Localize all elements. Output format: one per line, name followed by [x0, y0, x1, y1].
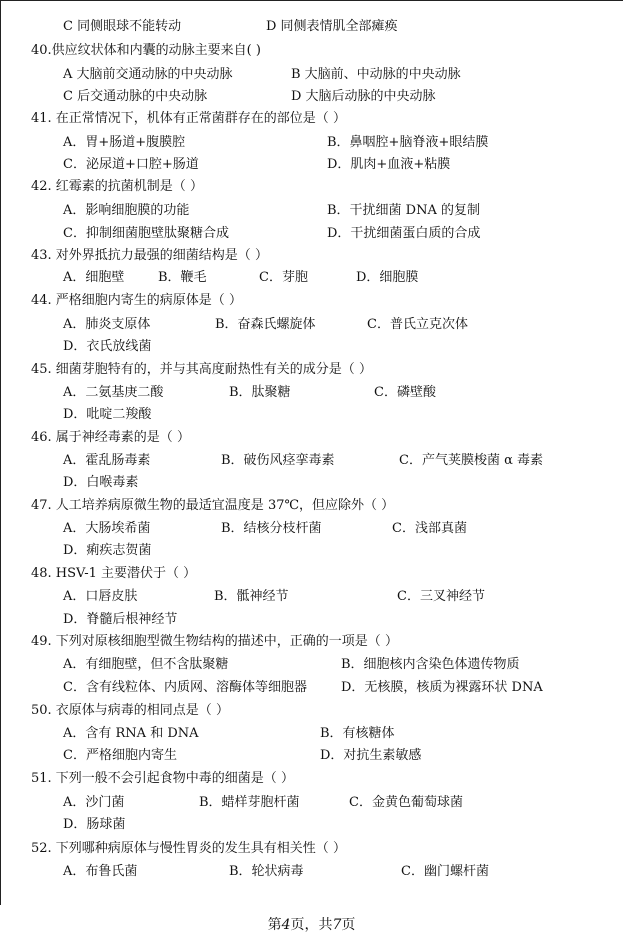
- question-45-option-b: B．肽聚糖: [229, 385, 291, 400]
- question-46-option-b: B．破伤风痉挛毒素: [221, 453, 335, 468]
- question-41-stem: 41. 在正常情况下，机体有正常菌群存在的部位是（ ）: [31, 111, 346, 126]
- question-40-stem: 40.供应纹状体和内囊的动脉主要来自( ): [31, 43, 261, 58]
- question-48-stem: 48. HSV-1 主要潜伏于（ ）: [31, 566, 197, 581]
- question-45-option-c: C．磷壁酸: [374, 385, 436, 400]
- question-51-option-d: D．肠球菌: [63, 817, 126, 832]
- question-43-option-d: D．细胞膜: [356, 270, 419, 285]
- question-42-option-d: D．干扰细菌蛋白质的合成: [327, 226, 481, 241]
- question-48-option-c: C．三叉神经节: [397, 589, 485, 604]
- question-41-option-c: C．泌尿道+口腔+肠道: [63, 157, 199, 172]
- question-44-option-d: D．衣氏放线菌: [63, 339, 152, 354]
- question-41-option-b: B．鼻咽腔+脑脊液+眼结膜: [327, 135, 489, 150]
- question-42-option-a: A．影响细胞膜的功能: [63, 203, 190, 218]
- question-40-option-b: B 大脑前、中动脉的中央动脉: [291, 67, 461, 82]
- question-50-stem: 50. 衣原体与病毒的相同点是（ ）: [31, 703, 229, 718]
- page-footer: [0, 915, 623, 935]
- question-50-option-a: A．含有 RNA 和 DNA: [63, 726, 199, 741]
- question-51-stem: 51. 下列一般不会引起食物中毒的细菌是（ ）: [31, 771, 294, 786]
- question-40-option-d: D 大脑后动脉的中央动脉: [291, 89, 436, 104]
- question-44-stem: 44. 严格细胞内寄生的病原体是（ ）: [31, 293, 242, 308]
- question-50-option-c: C．严格细胞内寄生: [63, 748, 177, 763]
- question-47-option-b: B．结核分枝杆菌: [221, 521, 322, 536]
- footer-prefix: 第: [267, 917, 282, 933]
- question-44-option-b: B．奋森氏螺旋体: [215, 317, 316, 332]
- question-42-option-b: B．干扰细菌 DNA 的复制: [327, 203, 481, 218]
- page-number: 4: [281, 917, 291, 933]
- question-50-option-b: B．有核糖体: [320, 726, 395, 741]
- question-48-option-d: D．脊髓后根神经节: [63, 612, 178, 627]
- question-44-option-a: A．肺炎支原体: [63, 317, 151, 332]
- question-46-stem: 46. 属于神经毒素的是（ ）: [31, 430, 190, 445]
- question-45-option-d: D．吡啶二羧酸: [63, 407, 152, 422]
- question-43-option-c: C．芽胞: [259, 270, 308, 285]
- question-52-stem: 52. 下列哪种病原体与慢性胃炎的发生具有相关性（ ）: [31, 841, 346, 856]
- question-47-stem: 47. 人工培养病原微生物的最适宜温度是 37℃，但应除外（ ）: [31, 498, 395, 513]
- question-49-option-c: C．含有线粒体、内质网、溶酶体等细胞器: [63, 680, 307, 695]
- question-49-option-d: D．无核膜，核质为裸露环状 DNA: [341, 680, 543, 695]
- question-52-option-a: A．布鲁氏菌: [63, 864, 138, 879]
- question-43-stem: 43. 对外界抵抗力最强的细菌结构是（ ）: [31, 248, 268, 263]
- total-pages: 7: [332, 917, 342, 933]
- question-48-option-a: A．口唇皮肤: [63, 589, 138, 604]
- question-51-option-b: B．蜡样芽胞杆菌: [199, 795, 300, 810]
- question-52-option-b: B．轮状病毒: [229, 864, 304, 879]
- question-45-stem: 45. 细菌芽胞特有的，并与其高度耐热性有关的成分是（ ）: [31, 362, 372, 377]
- question-51-option-c: C．金黄色葡萄球菌: [349, 795, 463, 810]
- option-c: C 同侧眼球不能转动: [63, 19, 182, 34]
- question-41-option-a: A．胃+肠道+腹膜腔: [63, 135, 186, 150]
- question-41-option-d: D．肌肉+血液+粘膜: [327, 157, 451, 172]
- footer-middle: 页，共: [290, 917, 333, 933]
- question-43-option-a: A．细胞壁: [63, 270, 125, 285]
- option-d: D 同侧表情肌全部瘫痪: [266, 19, 398, 34]
- question-46-option-d: D．白喉毒素: [63, 475, 139, 490]
- footer-suffix: 页: [341, 917, 356, 933]
- question-44-option-c: C．普氏立克次体: [367, 317, 468, 332]
- question-47-option-d: D．痢疾志贺菌: [63, 543, 152, 558]
- question-42-stem: 42. 红霉素的抗菌机制是（ ）: [31, 179, 203, 194]
- question-42-option-c: C．抑制细菌胞壁肽聚糖合成: [63, 226, 229, 241]
- question-48-option-b: B．骶神经节: [214, 589, 289, 604]
- question-47-option-c: C．浅部真菌: [392, 521, 467, 536]
- question-46-option-a: A．霍乱肠毒素: [63, 453, 151, 468]
- question-47-option-a: A．大肠埃希菌: [63, 521, 151, 536]
- question-46-option-c: C．产气荚膜梭菌 α 毒素: [399, 453, 543, 468]
- question-49-stem: 49. 下列对原核细胞型微生物结构的描述中，正确的一项是（ ）: [31, 634, 398, 649]
- question-43-option-b: B．鞭毛: [158, 270, 207, 285]
- question-50-option-d: D．对抗生素敏感: [320, 748, 422, 763]
- question-40-option-c: C 后交通动脉的中央动脉: [63, 89, 208, 104]
- question-51-option-a: A．沙门菌: [63, 795, 125, 810]
- question-49-option-a: A．有细胞壁，但不含肽聚糖: [63, 657, 229, 672]
- question-45-option-a: A．二氨基庚二酸: [63, 385, 164, 400]
- question-49-option-b: B．细胞核内含染色体遗传物质: [341, 657, 520, 672]
- question-40-option-a: A 大脑前交通动脉的中央动脉: [63, 67, 233, 82]
- question-52-option-c: C．幽门螺杆菌: [401, 864, 489, 879]
